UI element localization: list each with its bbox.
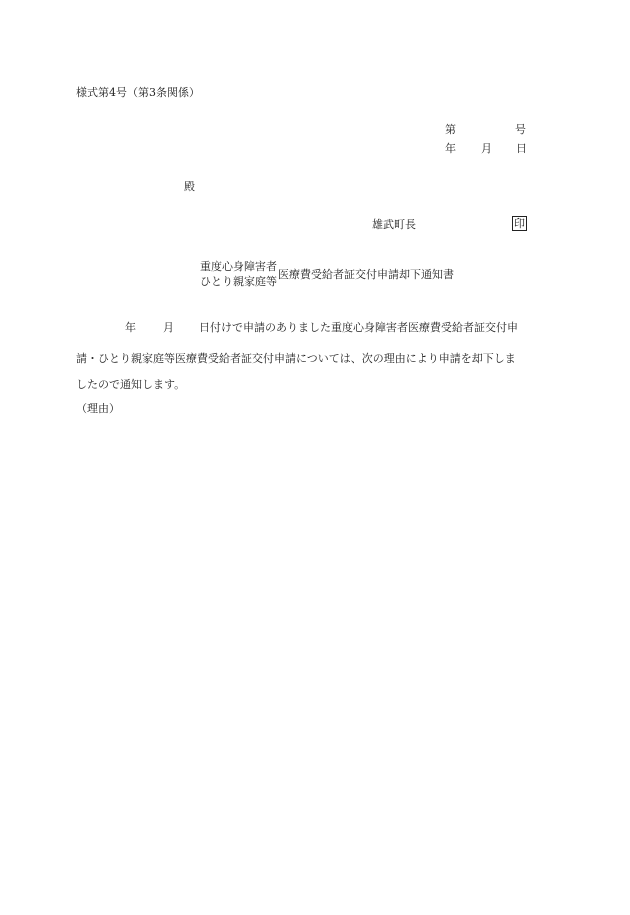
reason-label: （理由）: [76, 402, 120, 415]
title-prefix-line2: ひとり親家庭等: [200, 275, 277, 288]
document-title: [200, 259, 454, 289]
title-prefix: [200, 259, 277, 289]
seal-mark: [512, 216, 527, 231]
number-suffix: 号: [515, 123, 526, 136]
date-month: 月: [481, 142, 492, 155]
body-date-month: 月: [163, 321, 174, 334]
title-prefix-line1: 重度心身障害者: [200, 260, 277, 273]
seal-text: 印: [514, 217, 525, 230]
body-line-3: したので通知します。: [76, 378, 186, 391]
number-prefix: 第: [445, 123, 456, 136]
addressee-suffix: 殿: [184, 180, 195, 193]
form-id: 様式第4号（第3条関係）: [76, 86, 200, 99]
body-line-1: 日付けで申請のありました重度心身障害者医療費受給者証交付申: [199, 321, 518, 334]
date-day: 日: [516, 142, 527, 155]
issuer-name: 雄武町長: [372, 218, 416, 231]
title-rest: 医療費受給者証交付申請却下通知書: [278, 267, 454, 281]
body-line-2: 請・ひとり親家庭等医療費受給者証交付申請については、次の理由により申請を却下しま: [76, 352, 516, 365]
date-year: 年: [445, 142, 456, 155]
body-date-year: 年: [125, 321, 136, 334]
